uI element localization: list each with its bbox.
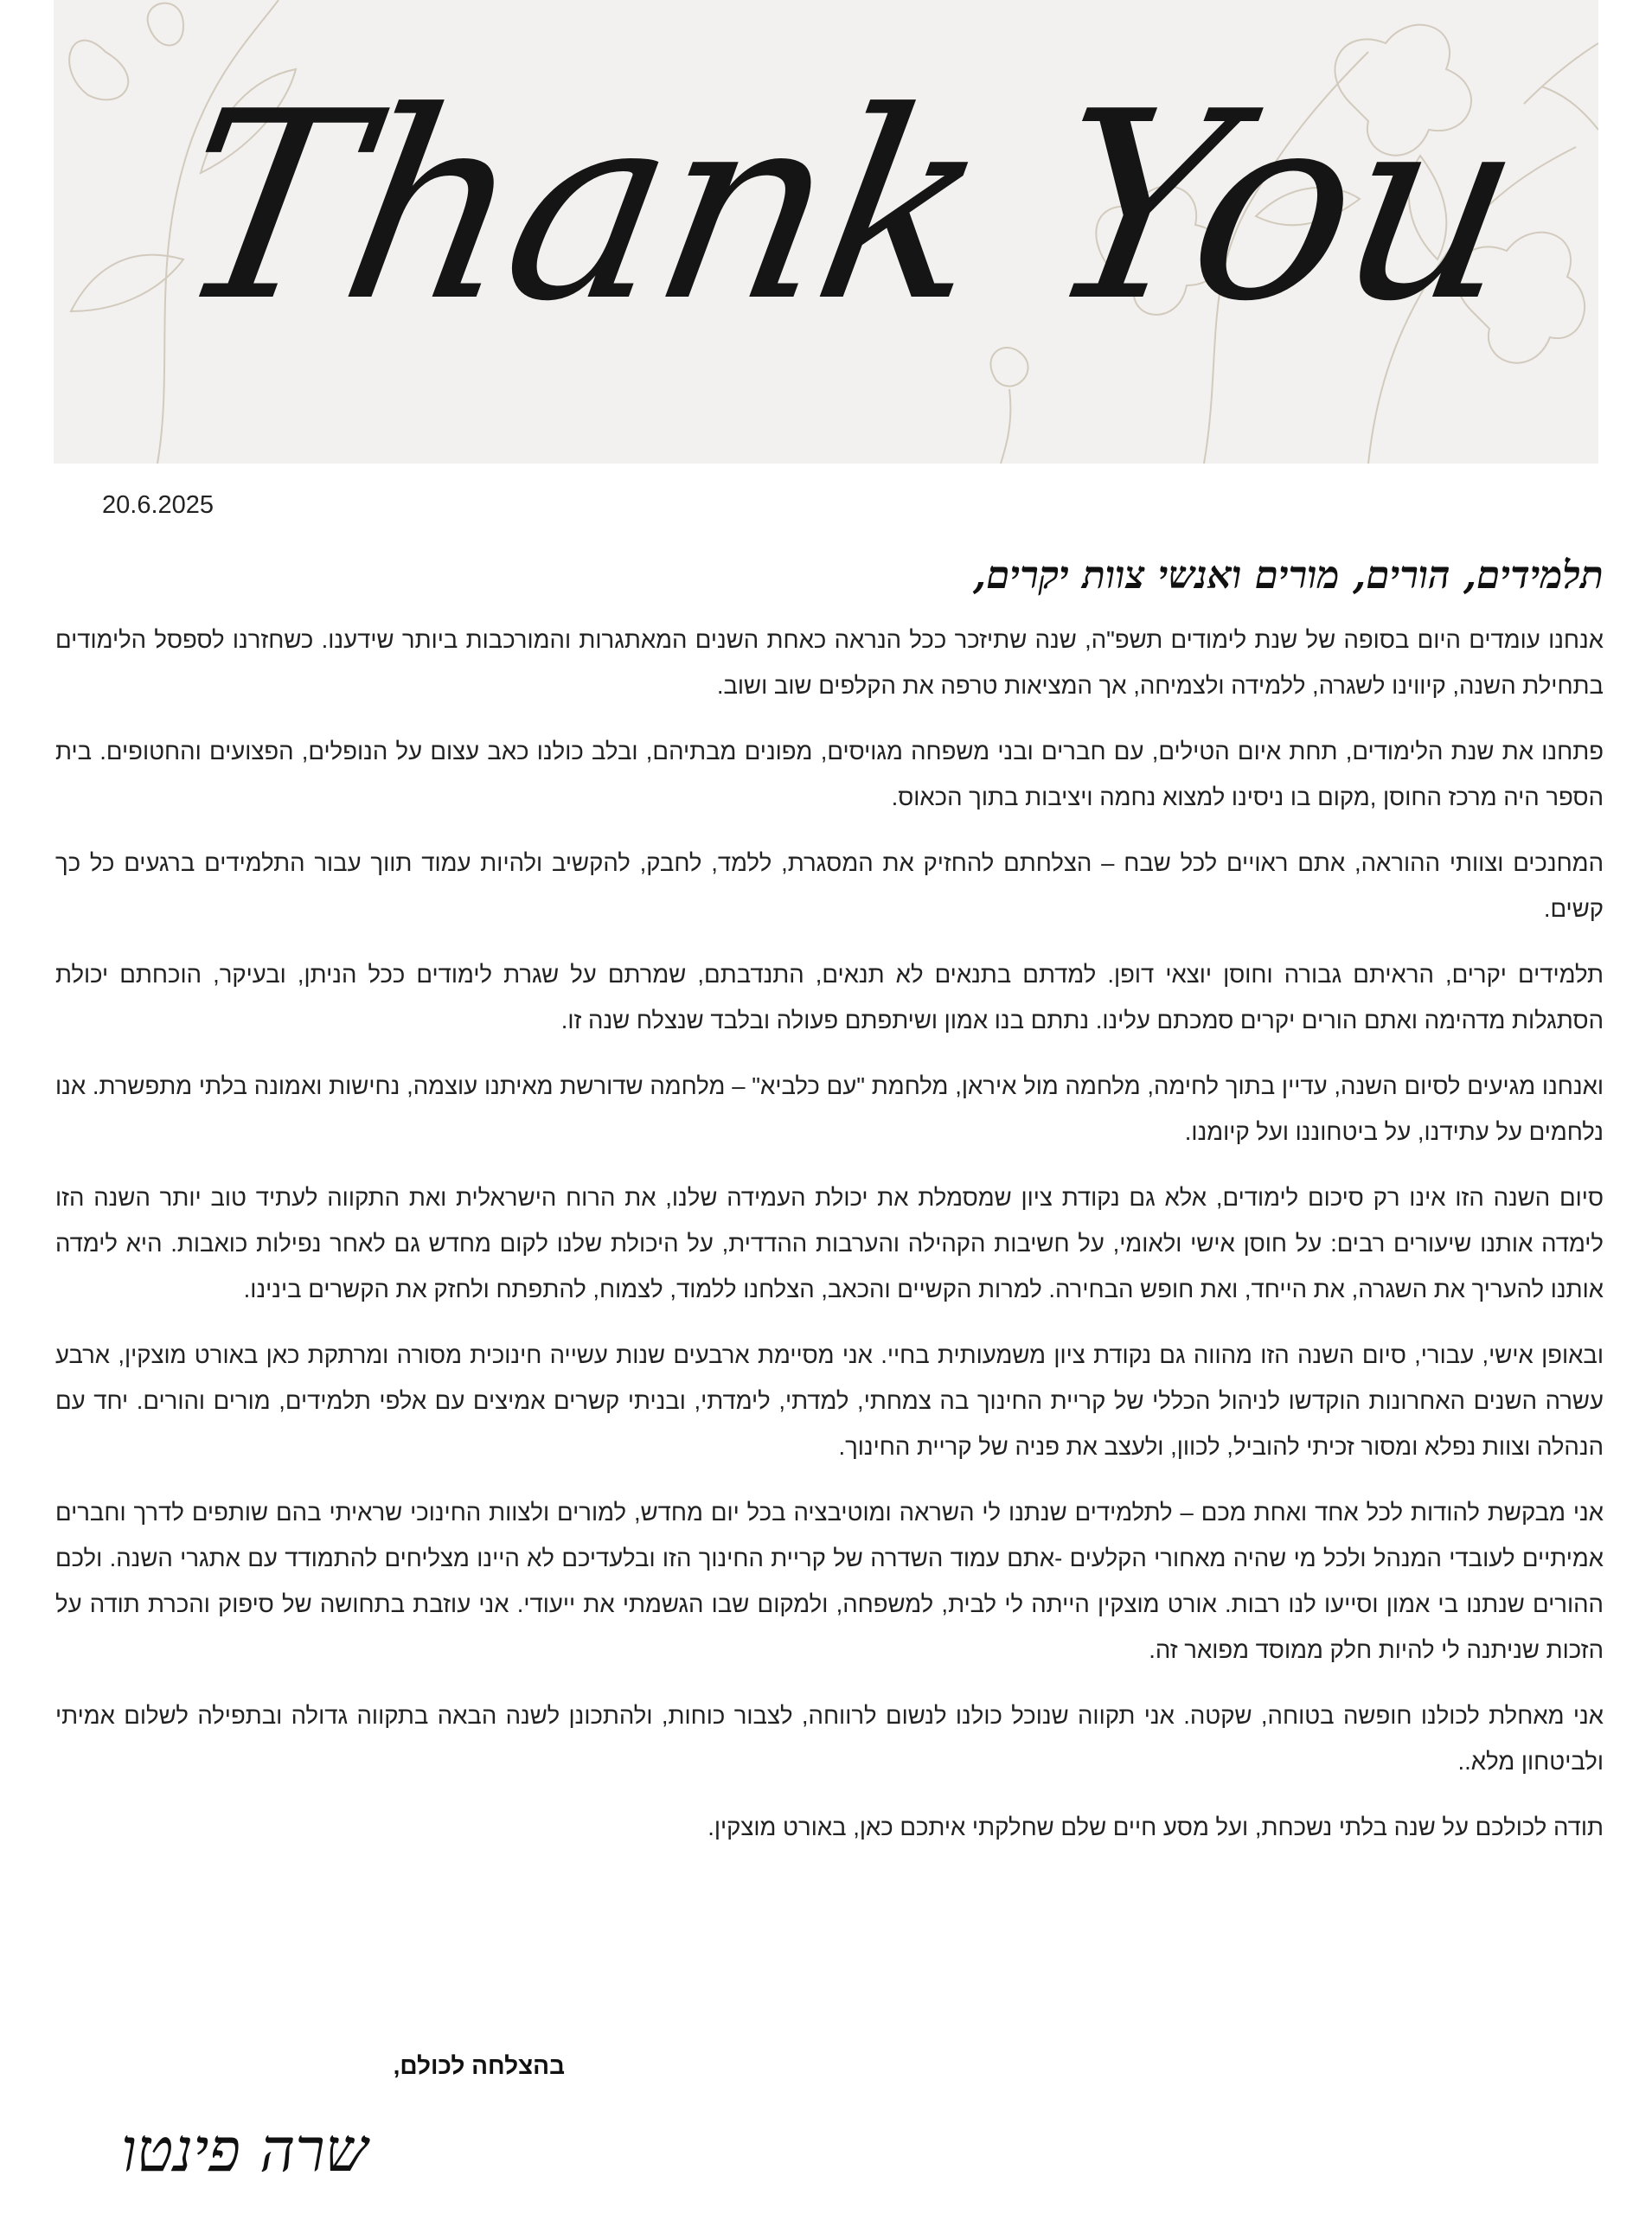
letter-closing: בהצלחה לכולם, (393, 2052, 565, 2079)
letter-paragraph-6: סיום השנה הזו אינו רק סיכום לימודים, אלא גם נקודת ציון שמסמלת את יכולת העמידה שלנו, את הרוח הישראלית ואת התקווה לעתיד טוב יותר השנה הזו לימדה אותנו שיעורים רבים: על חוסן אישי ולאומי, על חשיבות הקהילה והערבות ההדדית, על היכולת שלנו לקום מחדש גם לאחר נפילות כואבות. היא לימדה אותנו להעריך את השגרה, את הייחד, ואת חופש הבחירה. למרות הקשיים והכאב, הצלחנו ללמוד, לצמוח, להתפתח ולחזק את הקשרים בינינו. (55, 1184, 1604, 1302)
petal-left-1 (69, 41, 128, 100)
signature: שרה פינטו (121, 2115, 368, 2185)
bud-right (990, 348, 1028, 464)
letter-paragraph-2: פתחנו את שנת הלימודים, תחת איום הטילים, עם חברים ובני משפחה מגויסים, מפונים מבתיהם, ובלב כולנו כאב עצום על הנופלים, הפצועים והחטופים. בית הספר היה מרכז החוסן ,מקום בו ניסינו למצוא נחמה ויציבות בתוך הכאוס. (55, 738, 1604, 810)
petal-left-2 (148, 3, 183, 46)
letter-body (55, 554, 1604, 1870)
letter-paragraph-3: המחנכים וצוותי ההוראה, אתם ראויים לכל שבח – הצלחתם להחזיק את המסגרת, ללמד, לחבק, להקשיב ולהיות עמוד תווך עבור התלמידים ברגעים כל כך קשים. (55, 849, 1604, 922)
letter-date: 20.6.2025 (102, 491, 215, 519)
letter-paragraph-1: אנחנו עומדים היום בסופה של שנת לימודים תשפ"ה, שנה שתיזכר ככל הנראה כאחת השנים המאתגרות והמורכבות ביותר שידענו. כשחזרנו לספסל הלימודים בתחילת השנה, קיווינו לשגרה, ללמידה ולצמיחה, אך המציאות טרפה את הקלפים שוב ושוב. (55, 626, 1604, 699)
letter-paragraph-10: תודה לכולכם על שנה בלתי נשכחת, ועל מסע חיים שלם שחלקתי איתכם כאן, באורט מוצקין. (708, 1814, 1604, 1840)
letter-greeting: תלמידים, הורים, מורים ואנשי צוות יקרים, (972, 554, 1604, 598)
letter-paragraph-8: אני מבקשת להודות לכל אחד ואחת מכם – לתלמידים שנתנו לי השראה ומוטיבציה בכל יום מחדש, למורים ולצוות החינוכי שראיתי בהם שותפים לדרך וחברים אמיתיים לעובדי המנהל ולכל מי שהיה מאחורי הקלעים -אתם עמוד השדרה של קריית החינוך הזו ובלעדיכם לא היינו מצליחים להתמודד עם אתגרי השנה. ולכם ההורים שנתנו בי אמון וסייעו לנו רבות. אורט מוצקין הייתה לי לבית, למשפחה, ולמקום שבו הגשמתי את ייעודי. אני עוזבת בתחושה של סיפוק והכרת תודה על הזכות שניתנה לי להיות חלק ממוסד מפואר זה. (55, 1499, 1604, 1663)
letter-paragraph-4: תלמידים יקרים, הראיתם גבורה וחוסן יוצאי דופן. למדתם בתנאים לא תנאים, התנדבתם, שמרתם על שגרת לימודים ככל הניתן, ובעיקר, הוכחתם יכולת הסתגלות מדהימה ואתם הורים יקרים סמכתם עלינו. נתתם בנו אמון ושיתפתם פעולה ובלבד שנצלח שנה זו. (55, 961, 1604, 1033)
letter-paragraph-7: ובאופן אישי, עבורי, סיום השנה הזו מהווה גם נקודת ציון משמעותית בחיי. אני מסיימת ארבעים שנות עשייה חינוכית מסורה ומרתקת כאן באורט מוצקין, ארבע עשרה השנים האחרונות הוקדשו לניהול הכללי של קריית החינוך בה צמחתי, למדתי, לימדתי, ובניתי קשרים אמיצים עם אלפי תלמידים, מורים והורים. יחד עם הנהלה וצוות נפלא ומסור זכיתי להוביל, לכוון, ולעצב את פניה של קריית החינוך. (55, 1341, 1604, 1460)
thank-you-title: Thank You (157, 56, 1538, 358)
header-banner (54, 0, 1598, 464)
letter-paragraph-5: ואנחנו מגיעים לסיום השנה, עדיין בתוך לחימה, מלחמה מול איראן, מלחמת "עם כלביא" – מלחמה שדורשת מאיתנו עוצמה, נחישות ואמונה בלתי מתפשרת. אנו נלחמים על עתידנו, על ביטחוננו ועל קיומנו. (55, 1072, 1604, 1145)
letter-paragraph-9: אני מאחלת לכולנו חופשה בטוחה, שקטה. אני תקווה שנוכל כולנו לנשום לרווחה, לצבור כוחות, ולהתכונן לשנה הבאה בתקווה גדולה ובתפילה לשלום אמיתי ולביטחון מלא.. (55, 1702, 1604, 1775)
